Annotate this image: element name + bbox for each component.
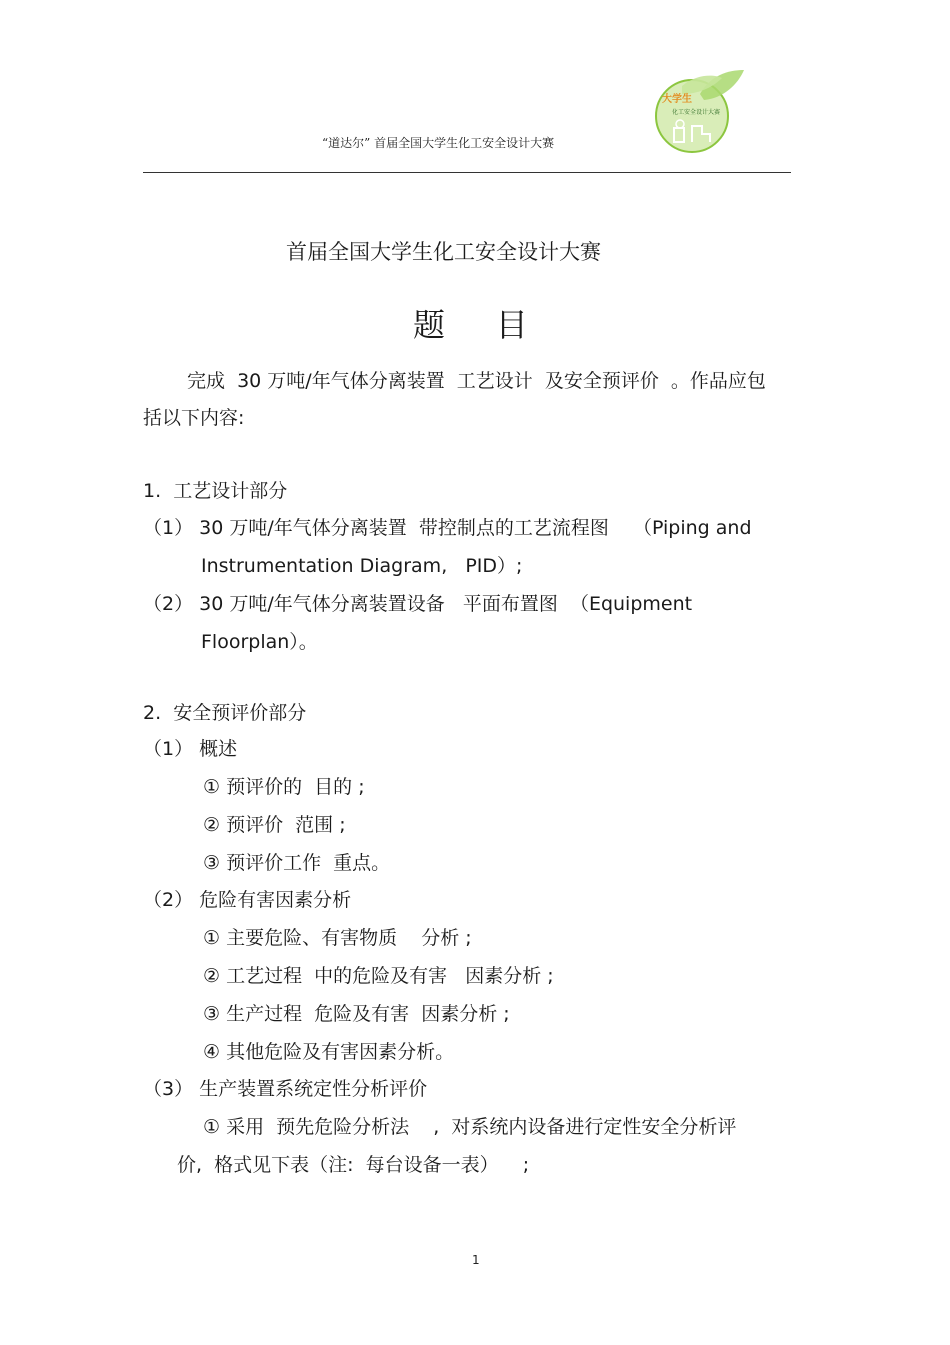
running-title: “道达尔” 首届全国大学生化工安全设计大赛 [322,136,555,150]
logo-text-bottom: 化工安全设计大赛 [672,109,721,116]
section1-item2-line2: Floorplan）。 [201,631,318,653]
list-item: ② 工艺过程 中的危险及有害 因素分析 ; [203,965,554,987]
header-rule [143,172,791,173]
section1-item1-line1: （1） 30 万吨/年气体分离装置 带控制点的工艺流程图 （Piping and [143,517,752,539]
list-item: ② 预评价 范围 ; [203,814,346,836]
section2-sub3: （3） 生产装置系统定性分析评价 [143,1078,428,1100]
list-item: ④ 其他危险及有害因素分析。 [203,1041,455,1063]
section2-heading: 2. 安全预评价部分 [143,702,307,724]
logo-text-top: 大学生 [662,94,692,105]
page-heading: 题 目 [413,306,530,344]
section1-item2-line1: （2） 30 万吨/年气体分离装置设备 平面布置图 （Equipment [143,593,693,615]
intro-line-1: 完成 30 万吨/年气体分离装置 工艺设计 及安全预评价 。作品应包 [187,370,766,392]
competition-title: 首届全国大学生化工安全设计大赛 [286,240,601,264]
section2-sub3-line2: 价, 格式见下表（注: 每台设备一表） ; [177,1154,530,1176]
competition-logo-icon [652,64,746,158]
section1-heading: 1. 工艺设计部分 [143,480,288,502]
list-item: ① 主要危险、有害物质 分析 ; [203,927,472,949]
section2-sub2: （2） 危险有害因素分析 [143,889,352,911]
intro-line-2: 括以下内容: [143,407,245,429]
section2-sub1: （1） 概述 [143,738,238,760]
page-number: 1 [472,1253,480,1267]
list-item: ③ 生产过程 危险及有害 因素分析 ; [203,1003,510,1025]
section2-sub3-line1: ① 采用 预先危险分析法 , 对系统内设备进行定性安全分析评 [203,1116,737,1138]
list-item: ① 预评价的 目的 ; [203,776,365,798]
section1-item1-line2: Instrumentation Diagram, PID）; [201,555,523,577]
list-item: ③ 预评价工作 重点。 [203,852,391,874]
